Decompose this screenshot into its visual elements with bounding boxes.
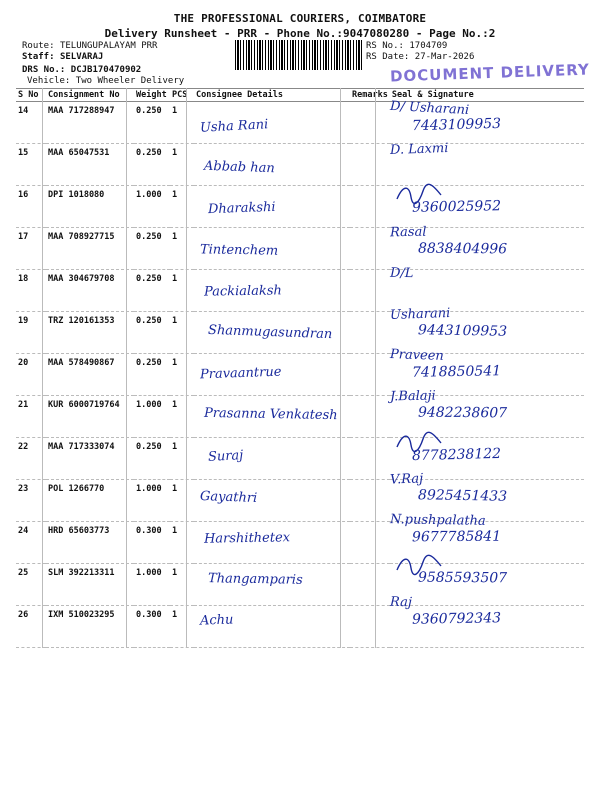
cell-weight: 0.250 (134, 438, 170, 480)
staff-line (22, 52, 103, 62)
consignee-handwriting: Packialaksh (203, 283, 282, 300)
col-header-sno: S No (16, 89, 46, 102)
rs-date-line (366, 52, 474, 62)
consignee-handwriting: Gayathri (199, 488, 258, 506)
cell-weight: 1.000 (134, 396, 170, 438)
rs-no-value: 1704709 (409, 41, 448, 51)
signature-handwriting: D. Laxmi (389, 141, 449, 159)
signature-handwriting: Raj (389, 595, 413, 611)
cell-sno: 14 (16, 102, 46, 144)
cell-consignment-no: POL 1266770 (46, 480, 134, 522)
cell-sno: 21 (16, 396, 46, 438)
phone-handwriting: 9443109953 (417, 322, 508, 340)
phone-handwriting: 9677785841 (411, 528, 502, 546)
phone-handwriting: 9585593507 (417, 569, 508, 587)
cell-remarks (350, 270, 390, 312)
cell-sno: 19 (16, 312, 46, 354)
staff-value: SELVARAJ (59, 52, 104, 62)
cell-remarks (350, 228, 390, 270)
cell-pcs: 1 (170, 270, 194, 312)
company-title: THE PROFESSIONAL COURIERS, COIMBATORE (173, 12, 427, 25)
cell-consignment-no: HRD 65603773 (46, 522, 134, 564)
consignee-handwriting: Harshithetex (203, 530, 291, 547)
signature-handwriting: Rasal (389, 224, 427, 240)
table-row (16, 144, 584, 186)
rs-no-label: RS No.: (366, 41, 404, 51)
col-header-pcs: PCS (170, 89, 194, 102)
cell-sno: 20 (16, 354, 46, 396)
cell-remarks (350, 480, 390, 522)
cell-weight: 1.000 (134, 480, 170, 522)
cell-consignment-no: MAA 717288947 (46, 102, 134, 144)
cell-pcs: 1 (170, 354, 194, 396)
col-header-remarks: Remarks (352, 90, 388, 100)
cell-sno: 18 (16, 270, 46, 312)
cell-remarks (350, 144, 390, 186)
cell-weight: 0.250 (134, 312, 170, 354)
rs-date-label: RS Date: (366, 52, 410, 62)
vehicle-value: Two Wheeler Delivery (75, 76, 185, 86)
cell-pcs: 1 (170, 396, 194, 438)
consignee-handwriting: Usha Rani (199, 117, 269, 136)
cell-consignment-no: IXM 510023295 (46, 606, 134, 648)
phone-handwriting: 8925451433 (417, 487, 508, 505)
signature-handwriting: Usharani (389, 305, 451, 324)
cell-pcs: 1 (170, 228, 194, 270)
table-header (16, 89, 584, 102)
vehicle-label: Vehicle: (27, 76, 71, 86)
cell-remarks (350, 186, 390, 228)
column-divider (375, 88, 376, 648)
route-label: Route: (22, 41, 55, 51)
phone-handwriting: 7418850541 (411, 363, 502, 381)
cell-weight: 0.250 (134, 144, 170, 186)
col-header-consignment: Consignment No (46, 89, 134, 102)
cell-weight: 0.300 (134, 522, 170, 564)
col-header-consignee: Consignee Details (194, 89, 350, 102)
consignee-handwriting: Suraj (207, 447, 244, 465)
cell-weight: 0.250 (134, 270, 170, 312)
vehicle-line (27, 76, 184, 86)
cell-pcs: 1 (170, 564, 194, 606)
table-row (16, 270, 584, 312)
signature-handwriting: J.Balaji (389, 388, 436, 405)
cell-weight: 0.250 (134, 228, 170, 270)
route-value: TELUNGUPALAYAM PRR (59, 41, 158, 51)
signature-handwriting: D/ Usharani (389, 98, 470, 119)
barcode (235, 40, 363, 70)
phone-handwriting: 8838404996 (417, 240, 508, 257)
consignee-handwriting: Achu (199, 612, 234, 629)
cell-consignment-no: TRZ 120161353 (46, 312, 134, 354)
rs-date-value: 27-Mar-2026 (414, 52, 475, 62)
cell-weight: 0.300 (134, 606, 170, 648)
cell-weight: 1.000 (134, 186, 170, 228)
rs-no-line (366, 41, 447, 51)
cell-sno: 25 (16, 564, 46, 606)
consignee-handwriting: Pravaantrue (199, 364, 282, 383)
consignee-handwriting: Thangamparis (207, 571, 303, 589)
cell-sno: 26 (16, 606, 46, 648)
cell-pcs: 1 (170, 522, 194, 564)
cell-remarks (350, 522, 390, 564)
cell-sno: 17 (16, 228, 46, 270)
cell-weight: 0.250 (134, 102, 170, 144)
signature-handwriting: N.pushpalatha (389, 512, 486, 529)
signature-handwriting: V.Raj (389, 471, 424, 488)
cell-pcs: 1 (170, 438, 194, 480)
consignee-handwriting: Prasanna Venkatesh (203, 406, 338, 424)
cell-consignment-no: MAA 65047531 (46, 144, 134, 186)
cell-weight: 1.000 (134, 564, 170, 606)
phone-handwriting: 7443109953 (411, 115, 502, 135)
cell-remarks (350, 396, 390, 438)
cell-consignment-no: SLM 392213311 (46, 564, 134, 606)
route-line (22, 41, 157, 51)
cell-weight: 0.250 (134, 354, 170, 396)
consignee-handwriting: Shanmugasundran (207, 322, 333, 343)
phone-handwriting: 9482238607 (417, 405, 508, 422)
cell-sno: 22 (16, 438, 46, 480)
cell-sno: 24 (16, 522, 46, 564)
phone-handwriting: 8778238122 (411, 445, 502, 464)
cell-consignment-no: MAA 304679708 (46, 270, 134, 312)
col-header-weight: Weight (134, 89, 170, 102)
signature-handwriting: Praveen (389, 347, 445, 365)
cell-pcs: 1 (170, 102, 194, 144)
consignee-handwriting: Tintenchem (199, 241, 279, 259)
cell-pcs: 1 (170, 606, 194, 648)
drs-label: DRS No.: (22, 65, 66, 75)
column-divider (126, 88, 127, 648)
cell-sno: 23 (16, 480, 46, 522)
cell-pcs: 1 (170, 480, 194, 522)
cell-remarks (350, 312, 390, 354)
consignee-handwriting: Dharakshi (207, 200, 276, 218)
cell-remarks (350, 564, 390, 606)
column-divider (42, 88, 43, 648)
cell-pcs: 1 (170, 144, 194, 186)
cell-sno: 15 (16, 144, 46, 186)
cell-pcs: 1 (170, 312, 194, 354)
signature-handwriting: D/L (389, 265, 414, 282)
document-delivery-stamp: DOCUMENT DELIVERY (389, 60, 591, 86)
cell-remarks (350, 606, 390, 648)
cell-consignment-no: KUR 6000719764 (46, 396, 134, 438)
col-header-signature: Seal & Signature (390, 89, 584, 102)
cell-signature (390, 270, 584, 312)
cell-sno: 16 (16, 186, 46, 228)
drs-value: DCJB170470902 (70, 65, 142, 75)
drs-line (22, 65, 141, 75)
phone-handwriting: 9360792343 (411, 610, 502, 629)
phone-handwriting: 9360025952 (411, 198, 502, 217)
cell-consignment-no: MAA 708927715 (46, 228, 134, 270)
cell-consignment-no: MAA 578490867 (46, 354, 134, 396)
cell-consignment-no: DPI 1018080 (46, 186, 134, 228)
cell-remarks (350, 438, 390, 480)
consignee-handwriting: Abbab han (203, 158, 275, 177)
cell-remarks (350, 354, 390, 396)
cell-remarks (350, 102, 390, 144)
cell-pcs: 1 (170, 186, 194, 228)
cell-consignment-no: MAA 717333074 (46, 438, 134, 480)
column-divider (186, 88, 187, 648)
column-divider (340, 88, 341, 648)
staff-label: Staff: (22, 52, 55, 62)
runsheet-subtitle: Delivery Runsheet - PRR - Phone No.:9047080280 - Page No.:2 (104, 27, 496, 40)
